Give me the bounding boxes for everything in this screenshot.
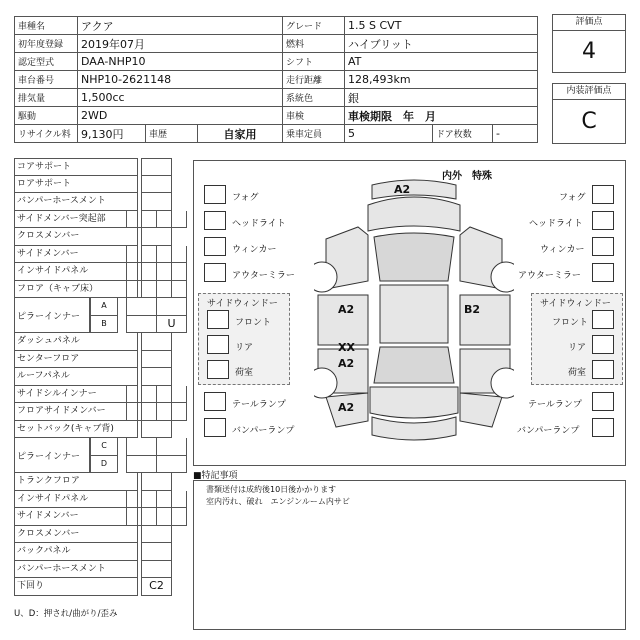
value-doors: - xyxy=(493,125,538,143)
label-recycle: リサイクル料 xyxy=(15,125,78,143)
frame-sub-label: A xyxy=(90,298,118,316)
value-capacity: 5 xyxy=(345,125,433,143)
right-window-rear-checkbox[interactable] xyxy=(592,335,614,354)
frame-cell[interactable] xyxy=(156,281,187,299)
frame-sub-label: C xyxy=(90,438,118,456)
right-fog-checkbox[interactable] xyxy=(592,185,614,204)
label-first-reg: 初年度登録 xyxy=(15,35,78,53)
value-chassis: NHP10-2621148 xyxy=(78,71,283,89)
frame-cell[interactable] xyxy=(156,263,187,281)
hood-panel xyxy=(368,197,460,231)
right-headlight-checkbox[interactable] xyxy=(592,211,614,230)
grade-hood: A2 xyxy=(394,183,411,196)
footnote: U、D：押され/曲がり/歪み xyxy=(14,609,118,619)
frame-row-label: バックパネル xyxy=(14,543,138,561)
frame-row-label: クロスメンバー xyxy=(14,526,138,544)
left-window-cargo-checkbox[interactable] xyxy=(207,360,229,379)
label-type-code: 認定型式 xyxy=(15,53,78,71)
right-window-rear-label: リア xyxy=(568,343,587,353)
frame-cell[interactable] xyxy=(141,473,172,491)
left-fog-checkbox[interactable] xyxy=(204,185,226,204)
label-history: 車歴 xyxy=(146,125,198,143)
overall-score-label: 評価点 xyxy=(552,14,626,31)
note-line: 書類送付は成約後10日後かかります xyxy=(206,485,337,494)
frame-cell[interactable] xyxy=(156,298,187,316)
label-shift: シフト xyxy=(283,53,345,71)
frame-cell[interactable] xyxy=(141,526,172,544)
left-window-cargo-label: 荷室 xyxy=(235,368,254,378)
left-tail-lamp-label: テールランプ xyxy=(232,400,286,410)
frame-row-label: バンパーホースメント xyxy=(14,561,138,579)
frame-cell[interactable] xyxy=(141,333,172,351)
value-color: 銀 xyxy=(345,89,538,107)
left-window-front-checkbox[interactable] xyxy=(207,310,229,329)
frame-row-label: トランクフロア xyxy=(14,473,138,491)
value-model: アクア xyxy=(78,17,283,35)
label-grade: グレード xyxy=(283,17,345,35)
frame-cell[interactable] xyxy=(141,421,172,439)
frame-row-label: フロアサイドメンバー xyxy=(14,403,138,421)
frame-cell[interactable] xyxy=(141,228,172,246)
right-side-window-title: サイドウィンドー xyxy=(540,299,611,309)
right-fog-label: フォグ xyxy=(559,193,586,203)
frame-cell[interactable] xyxy=(141,351,172,369)
right-window-cargo-label: 荷室 xyxy=(568,368,587,378)
grade-left-rear: A2 xyxy=(338,401,355,414)
grade-left-mid2: A2 xyxy=(338,357,355,370)
frame-cell[interactable] xyxy=(156,403,187,421)
left-tail-lamp-checkbox[interactable] xyxy=(204,392,226,411)
left-side-window-group xyxy=(198,293,290,385)
right-bumper-lamp-checkbox[interactable] xyxy=(592,418,614,437)
frame-row-label: クロスメンバー xyxy=(14,228,138,246)
frame-cell[interactable] xyxy=(156,438,187,456)
label-chassis: 車台番号 xyxy=(15,71,78,89)
frame-row-label: サイドメンバー xyxy=(14,246,138,264)
frame-row-label: セットバック(キャブ背) xyxy=(14,421,138,439)
frame-cell[interactable] xyxy=(141,561,172,579)
value-grade: 1.5 S CVT xyxy=(345,17,538,35)
left-window-rear-label: リア xyxy=(235,343,254,353)
diagram-header: 内外 特殊 xyxy=(442,171,492,182)
notes-box xyxy=(193,480,626,630)
value-inspection: 車検期限 年 月 xyxy=(345,107,538,125)
label-color: 系統色 xyxy=(283,89,345,107)
right-window-front-label: フロント xyxy=(552,318,589,328)
frame-row-label: ロアサポート xyxy=(14,176,138,194)
left-window-rear-checkbox[interactable] xyxy=(207,335,229,354)
right-window-front-checkbox[interactable] xyxy=(592,310,614,329)
right-winker-label: ウィンカー xyxy=(540,245,585,255)
car-damage-diagram xyxy=(193,160,626,466)
value-history: 自家用 xyxy=(198,125,283,143)
frame-cell[interactable] xyxy=(141,543,172,561)
left-bumper-lamp-label: バンパーランプ xyxy=(232,426,295,436)
frame-row-label: ピラーインナー xyxy=(14,438,90,473)
frame-cell[interactable] xyxy=(156,456,187,474)
label-model: 車種名 xyxy=(15,17,78,35)
front-bumper-panel xyxy=(372,180,456,199)
right-mirror-label: アウターミラー xyxy=(518,271,581,281)
value-displacement: 1,500cc xyxy=(78,89,283,107)
frame-row-label: サイドメンバー xyxy=(14,508,138,526)
value-drive: 2WD xyxy=(78,107,283,125)
interior-score: C xyxy=(552,100,626,144)
roof-panel xyxy=(380,285,448,343)
trunk-panel xyxy=(370,387,458,418)
value-type-code: DAA-NHP10 xyxy=(78,53,283,71)
left-headlight-label: ヘッドライト xyxy=(232,219,286,229)
notes-title: ■特記事項 xyxy=(193,471,238,481)
frame-row-label: ルーフパネル xyxy=(14,368,138,386)
label-capacity: 乗車定員 xyxy=(283,125,345,143)
frame-cell[interactable] xyxy=(141,193,172,211)
frame-row-label: サイドメンバー突起部 xyxy=(14,211,138,229)
frame-cell[interactable] xyxy=(156,386,187,404)
right-window-cargo-checkbox[interactable] xyxy=(592,360,614,379)
grade-left-mid: XX xyxy=(338,341,355,354)
right-winker-checkbox[interactable] xyxy=(592,237,614,256)
value-first-reg: 2019年07月 xyxy=(78,35,283,53)
left-mirror-checkbox[interactable] xyxy=(204,263,226,282)
right-quarter-panel xyxy=(460,393,502,427)
left-winker-label: ウィンカー xyxy=(232,245,277,255)
label-mileage: 走行距離 xyxy=(283,71,345,89)
label-inspection: 車検 xyxy=(283,107,345,125)
frame-cell[interactable] xyxy=(126,298,157,316)
frame-cell[interactable] xyxy=(141,368,172,386)
right-mirror-checkbox[interactable] xyxy=(592,263,614,282)
right-bumper-lamp-label: バンパーランプ xyxy=(517,426,580,436)
note-line: 室内汚れ、破れ エンジンルーム内サビ xyxy=(206,497,350,506)
frame-row-label: フロア（キャブ床） xyxy=(14,281,138,299)
right-side-window-group xyxy=(531,293,623,385)
frame-cell[interactable] xyxy=(141,176,172,194)
left-side-window-title: サイドウィンドー xyxy=(207,299,278,309)
frame-sub-label: B xyxy=(90,316,118,334)
left-window-front-label: フロント xyxy=(235,318,272,328)
right-tail-lamp-label: テールランプ xyxy=(528,400,582,410)
value-shift: AT xyxy=(345,53,538,71)
label-drive: 駆動 xyxy=(15,107,78,125)
frame-sub-label: D xyxy=(90,456,118,474)
vehicle-info-table xyxy=(14,16,538,143)
frame-cell[interactable] xyxy=(156,246,187,264)
frame-row-label: コアサポート xyxy=(14,158,138,176)
frame-row-label: バンパーホースメント xyxy=(14,193,138,211)
label-doors: ドア枚数 xyxy=(433,125,493,143)
windshield-panel xyxy=(374,233,454,281)
frame-cell[interactable] xyxy=(156,508,187,526)
frame-row-label: 下回り xyxy=(14,578,138,596)
label-displacement: 排気量 xyxy=(15,89,78,107)
right-tail-lamp-checkbox[interactable] xyxy=(592,392,614,411)
frame-cell[interactable] xyxy=(126,456,157,474)
frame-row-label: インサイドパネル xyxy=(14,263,138,281)
car-body-outline xyxy=(314,177,514,463)
frame-cell[interactable]: U xyxy=(156,316,187,334)
frame-cell[interactable] xyxy=(156,491,187,509)
frame-row-label: ダッシュパネル xyxy=(14,333,138,351)
grade-right-front: B2 xyxy=(464,303,481,316)
frame-row-label: センターフロア xyxy=(14,351,138,369)
interior-score-label: 内装評価点 xyxy=(552,83,626,100)
overall-score: 4 xyxy=(552,31,626,73)
frame-cell[interactable] xyxy=(126,316,157,334)
left-winker-checkbox[interactable] xyxy=(204,237,226,256)
frame-cell[interactable] xyxy=(156,211,187,229)
frame-cell[interactable] xyxy=(141,158,172,176)
rear-bumper-panel xyxy=(372,417,456,440)
value-fuel: ハイブリット xyxy=(345,35,538,53)
frame-cell[interactable] xyxy=(126,438,157,456)
frame-row-label: サイドシルインナー xyxy=(14,386,138,404)
frame-row-label: ピラーインナー xyxy=(14,298,90,333)
rear-window-panel xyxy=(374,347,454,383)
grade-left-front: A2 xyxy=(338,303,355,316)
frame-row-label: インサイドパネル xyxy=(14,491,138,509)
left-bumper-lamp-checkbox[interactable] xyxy=(204,418,226,437)
left-headlight-checkbox[interactable] xyxy=(204,211,226,230)
label-fuel: 燃料 xyxy=(283,35,345,53)
left-mirror-label: アウターミラー xyxy=(232,271,295,281)
right-headlight-label: ヘッドライト xyxy=(529,219,583,229)
left-fog-label: フォグ xyxy=(232,193,259,203)
frame-cell[interactable]: C2 xyxy=(141,578,172,596)
value-mileage: 128,493km xyxy=(345,71,538,89)
value-recycle: 9,130円 xyxy=(78,125,146,143)
